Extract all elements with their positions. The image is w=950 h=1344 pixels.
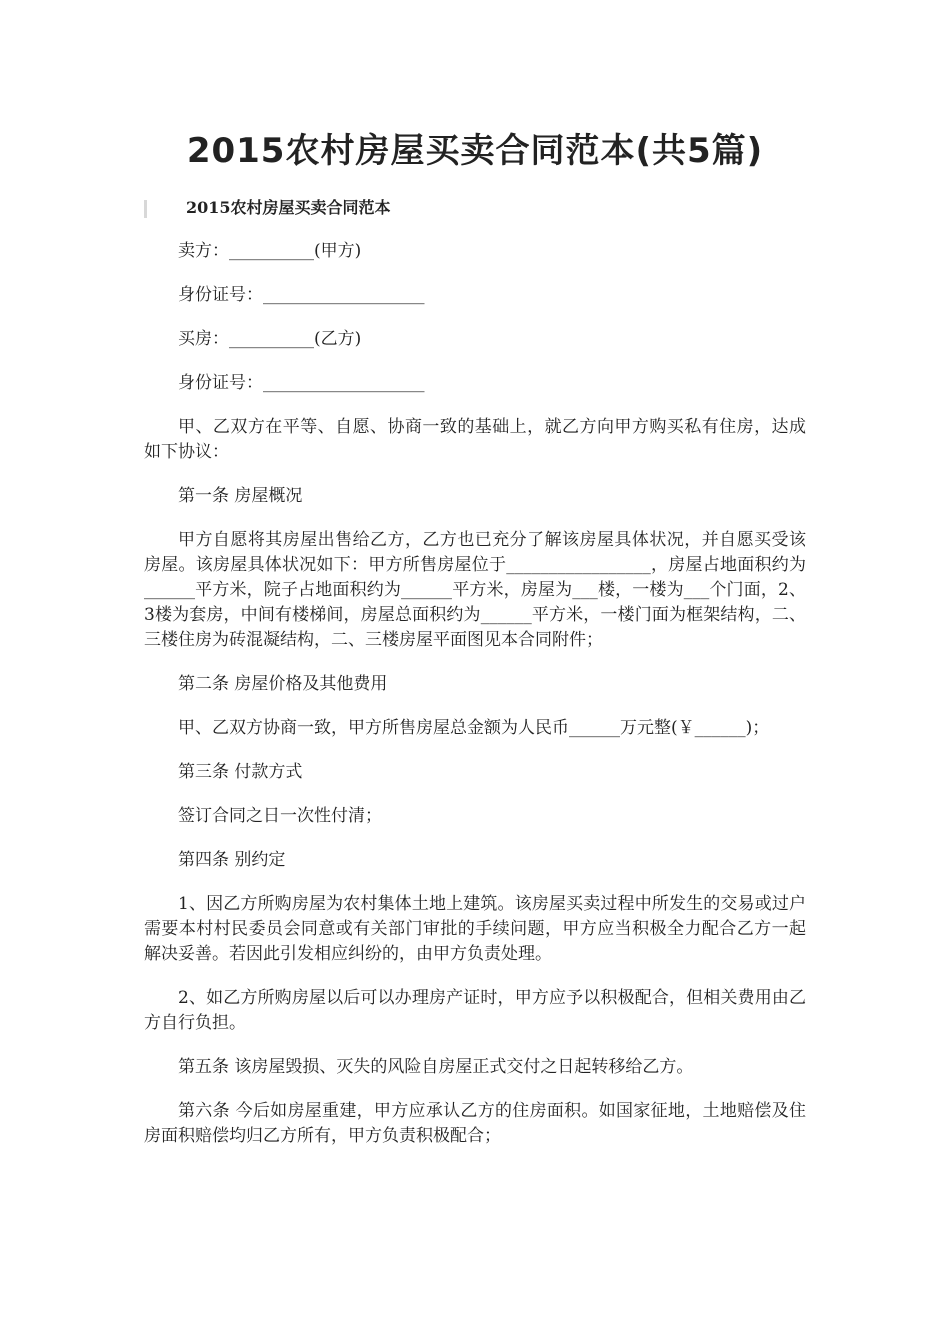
article-4-clause-2: 2、如乙方所购房屋以后可以办理房产证时，甲方应予以积极配合，但相关费用由乙方自行负担。 <box>144 988 806 1033</box>
seller-id-line: 身份证号：___________________ <box>178 285 425 305</box>
agreement-intro: 甲、乙双方在平等、自愿、协商一致的基础上，就乙方向甲方购买私有住房，达成如下协议： <box>144 417 806 462</box>
document-body <box>144 236 806 1149</box>
document-title: 2015农村房屋买卖合同范本(共5篇) <box>186 131 764 171</box>
article-2-heading: 第二条 房屋价格及其他费用 <box>178 674 388 694</box>
seller-line: 卖方：__________(甲方) <box>178 241 362 261</box>
article-1-body: 甲方自愿将其房屋出售给乙方，乙方也已充分了解该房屋具体状况，并自愿买受该房屋。该房屋具体状况如下：甲方所售房屋位于_________________，房屋占地面积约为______平方米，院子占地面积约为______平方米，房屋为___楼，一楼为___个门面，2、3楼为套房，中间有楼梯间，房屋总面积约为______平方米，一楼门面为框架结构，二、三楼住房为砖混凝结构，二、三楼房屋平面图见本合同附件； <box>144 530 806 650</box>
article-6: 第六条 今后如房屋重建，甲方应承认乙方的住房面积。如国家征地，土地赔偿及住房面积赔偿均归乙方所有，甲方负责积极配合； <box>144 1101 806 1146</box>
section-marker <box>144 200 147 218</box>
article-4-heading: 第四条 别约定 <box>178 850 286 870</box>
article-5: 第五条 该房屋毁损、灭失的风险自房屋正式交付之日起转移给乙方。 <box>178 1057 694 1077</box>
section-heading: 2015农村房屋买卖合同范本 <box>186 198 391 217</box>
article-3-heading: 第三条 付款方式 <box>178 762 303 782</box>
buyer-id-line: 身份证号：___________________ <box>178 373 425 393</box>
article-3-body: 签订合同之日一次性付清； <box>178 806 382 826</box>
article-1-heading: 第一条 房屋概况 <box>178 486 303 506</box>
article-2-body: 甲、乙双方协商一致，甲方所售房屋总金额为人民币______万元整(￥______)； <box>178 718 770 738</box>
buyer-line: 买房：__________(乙方) <box>178 329 362 349</box>
article-4-clause-1: 1、因乙方所购房屋为农村集体土地上建筑。该房屋买卖过程中所发生的交易或过户需要本村村民委员会同意或有关部门审批的手续问题，甲方应当积极全力配合乙方一起解决妥善。若因此引发相应纠纷的，由甲方负责处理。 <box>144 894 806 964</box>
